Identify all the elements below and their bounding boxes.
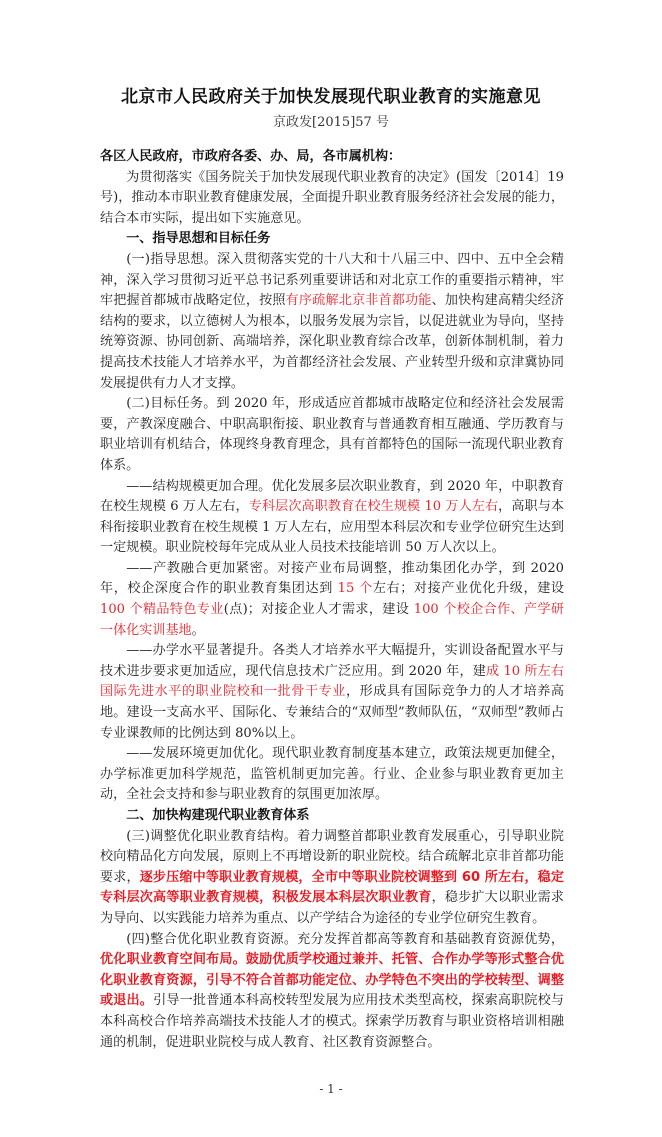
salutation: 各区人民政府，市政府各委、办、局，各市属机构： (100, 149, 402, 164)
intro-paragraph: 为贯彻落实《国务院关于加快发展现代职业教育的决定》(国发〔2014〕19 号)，推动本市职业教育健康发展，全面提升职业教育服务经济社会发展的能力，结合本市实际，提出如下实施意见。 (100, 169, 564, 226)
highlight-text: 100 个校企合作、产学研一体化实训基地 (100, 602, 565, 638)
section-heading-1: 一、指导思想和目标任务 (126, 231, 271, 247)
text: ——办学水平显著提升。各类人才培养水平大幅提升，实训设备配置水平与技术进步要求更加适应，现代信息技术广泛应用。到 2020 年，建 (100, 643, 564, 679)
paragraph-structure-scale (100, 477, 564, 559)
paragraph-environment: ——发展环境更加优化。现代职业教育制度基本建立，政策法规更加健全，办学标准更加科学规范，监管机制更加完善。行业、企业参与职业教育更加主动，全社会支持和参与职业教育的氛围更加浓厚。 (100, 746, 564, 803)
paragraph-guiding-ideology (100, 250, 564, 394)
text: (一)指导思想。深入贯彻落实党的十八大和十八届三中、四中、五中全会精神，深入学习贯彻习近平总书记系列重要讲话和对北京工作的重要指示精神，牢牢把握首都城市战略定位，按照 (100, 251, 564, 309)
bold-highlight-text: 逐步压缩中等职业教育规模，全市中等职业院校调整到 60 所左右，稳定专科层次高等职业教育规模，积极发展本科层次职业教育 (100, 869, 564, 906)
section-heading-2: 二、加快构建现代职业教育体系 (126, 808, 310, 823)
paragraph-school-level (100, 641, 564, 744)
highlight-text: 专科层次高职教育在校生规模 10 万人左右 (248, 499, 499, 515)
highlight-text: 15 个 (337, 581, 373, 597)
text: 、加快构建高精尖经济结构的要求，以立德树人为根本，以服务发展为宗旨，以促进就业为导向，坚持统筹资源、协同创新、高端培养，深化职业教育综合改革，创新体制机制，着力提高技术技能人才培养水平，为首都经济社会发展、产业转型升级和京津冀协同发展提供有力人才支撑。 (100, 293, 565, 391)
document-number: 京政发[2015]57 号 (273, 115, 389, 130)
highlight-text: 100 个精品特色专业 (100, 602, 224, 618)
text: 。 (191, 622, 205, 638)
text: (四)整合优化职业教育资源。充分发挥首都高等教育和基础教育资源优势， (126, 931, 564, 947)
text: ，高职与本科衔接职业教育在校生规模 1 万人左右，应用型本科层次和专业学位研究生达到一定规模。职业院校每年完成从业人员技术技能培训 50 万人次以上。 (100, 499, 565, 556)
document-body (100, 147, 564, 1053)
document-title: 北京市人民政府关于加快发展现代职业教育的实施意见 (121, 87, 541, 107)
text: 左右；对接产业优化升级，建设 (372, 581, 565, 597)
highlight-text: 成 10 所左右国际先进水平的职业院校和一批骨干专业 (100, 663, 564, 700)
text: ——产教融合更加紧密。对接产业布局调整，推动集团化办学，到 2020 年，校企深度合作的职业教育集团达到 (100, 560, 564, 597)
text: (点)；对接企业人才需求，建设 (223, 602, 414, 618)
highlight-text: 有序疏解北京非首都功能 (285, 293, 432, 309)
text: ，形成具有国际竞争力的人才培养高地。建设一支高水平、国际化、专兼结合的“双师型”教师队伍，“双师型”教师占专业课教师的比例达到 80%以上。 (100, 684, 565, 741)
text: ，稳步扩大以职业需求为导向、以实践能力培养为重点、以产学结合为途径的专业学位研究生教育。 (100, 890, 565, 926)
text: (三)调整优化职业教育结构。着力调整首都职业教育发展重心，引导职业院校向精品化方向发展，原则上不再增设新的职业院校。结合疏解北京非首都功能要求， (100, 828, 564, 885)
text: ——结构规模更加合理。优化发展多层次职业教育，到 2020 年，中职教育在校生规模 6 万人左右， (100, 478, 564, 515)
paragraph-goals: (二)目标任务。到 2020 年，形成适应首都城市战略定位和经济社会发展需要，产教深度融合、中职高职衔接、职业教育与普通教育相互融通、学历教育与职业培训有机结合，体现终身教育理念，具有首都特色的国际一流现代职业教育体系。 (100, 396, 564, 473)
paragraph-industry-integration (100, 559, 564, 641)
paragraph-structure-adjust (100, 827, 564, 930)
page-number: - 1 - (319, 1082, 343, 1097)
text: 引导一批普通本科高校转型发展为应用技术类型高校，探索高职院校与本科高校合作培养高端技术技能人才的模式。探索学历教育与职业资格培训相融通的机制，促进职业院校与成人教育、社区教育资源整合。 (100, 993, 565, 1050)
bold-highlight-text: 优化职业教育空间布局。鼓励优质学校通过兼并、托管、合作办学等形式整合优化职业教育资源，引导不符合首都功能定位、办学特色不突出的学校转型、调整或退出。 (100, 952, 564, 1009)
paragraph-resource-integration (100, 930, 564, 1054)
